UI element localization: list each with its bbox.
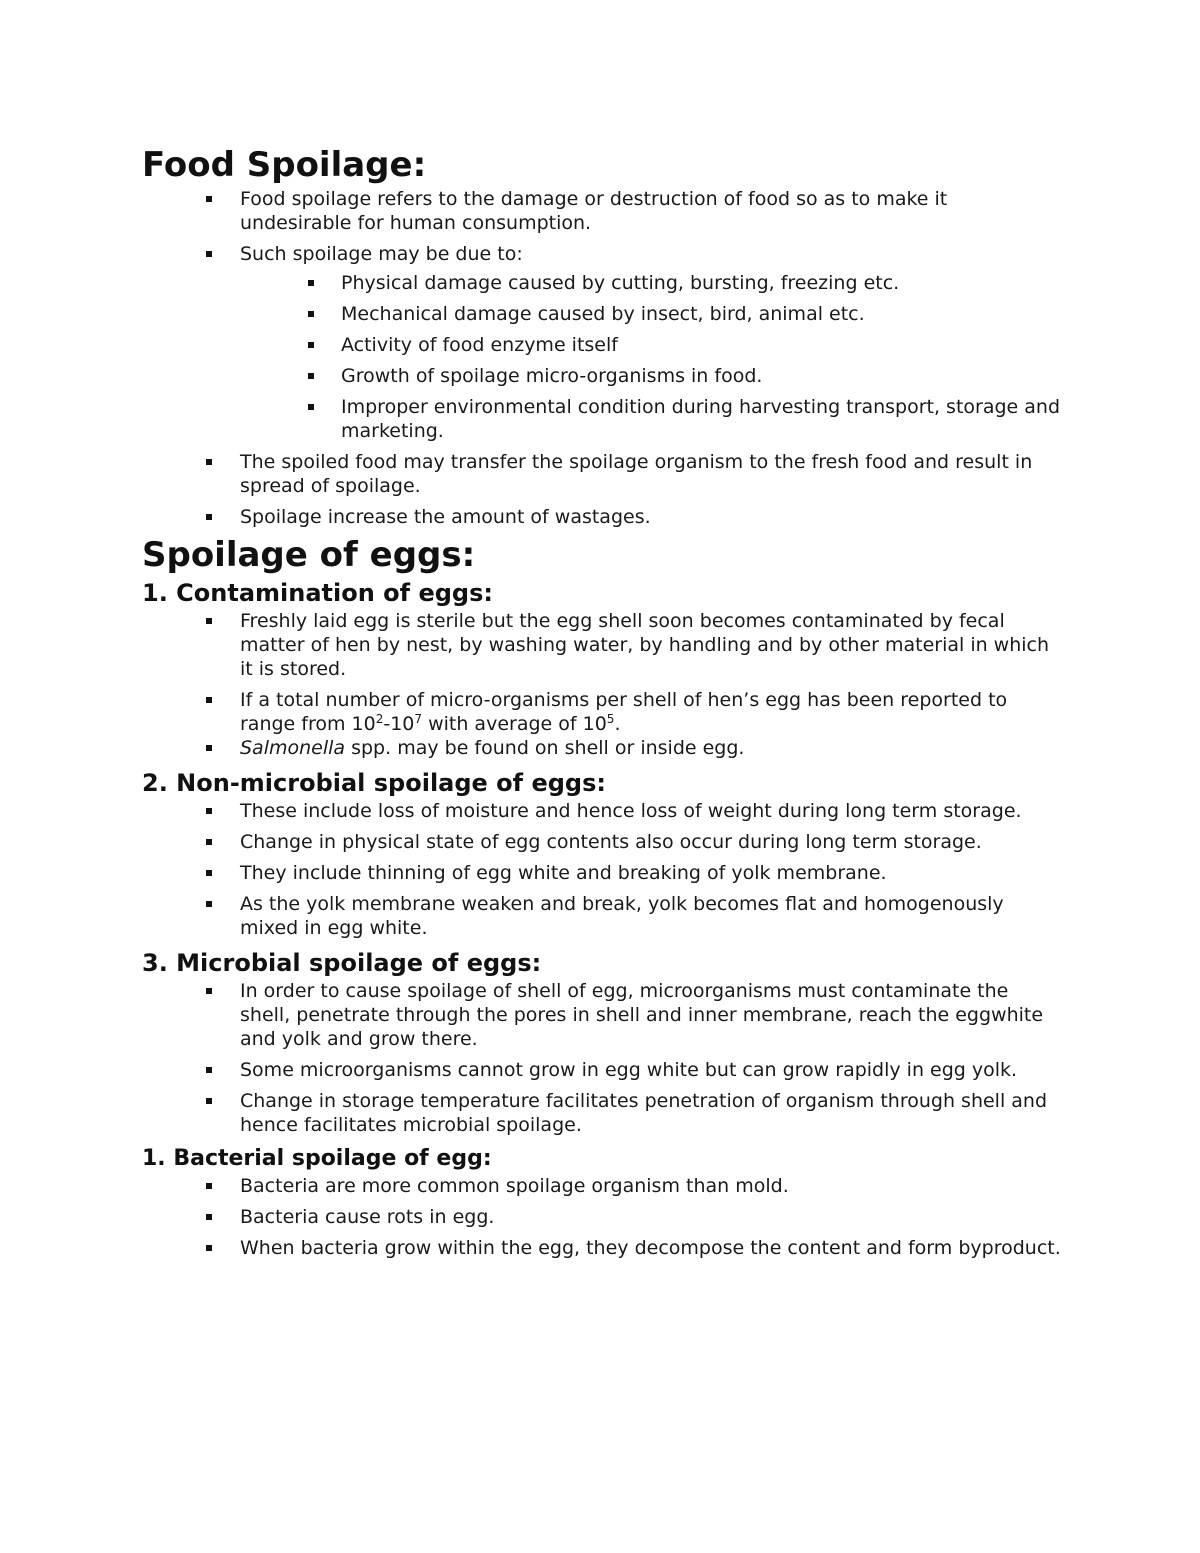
bacterial-list [142, 1174, 1062, 1260]
list-item: Spoilage increase the amount of wastages. [142, 505, 1062, 529]
list-item: If a total number of micro-organisms per shell of hen’s egg has been reported to range from $10^2-10^7$ with average of $10^5$. [142, 688, 1062, 736]
bullet-icon [206, 745, 212, 751]
list-item: The spoiled food may transfer the spoilage organism to the fresh food and result in spread of spoilage. [142, 450, 1062, 498]
bullet-icon [206, 808, 212, 814]
list-item: Physical damage caused by cutting, bursting, freezing etc. [142, 271, 1062, 295]
causes-list [142, 271, 1062, 443]
food-spoilage-list [142, 187, 1062, 266]
list-item: Change in physical state of egg contents also occur during long term storage. [142, 830, 1062, 854]
list-item: Food spoilage refers to the damage or destruction of food so as to make it undesirable for human consumption. [142, 187, 1062, 235]
list-item: Activity of food enzyme itself [142, 333, 1062, 357]
bullet-icon [206, 1214, 212, 1220]
heading-spoilage-of-eggs: Spoilage of eggs: [142, 535, 476, 575]
list-item: Some microorganisms cannot grow in egg white but can grow rapidly in egg yolk. [142, 1058, 1062, 1082]
bullet-icon [206, 901, 212, 907]
list-item: Bacteria are more common spoilage organism than mold. [142, 1174, 1062, 1198]
heading-microbial: 3. Microbial spoilage of eggs: [142, 949, 542, 977]
document-page [142, 143, 1062, 1267]
food-spoilage-list-2 [142, 450, 1062, 529]
bullet-icon [206, 870, 212, 876]
list-item: Growth of spoilage micro-organisms in food. [142, 364, 1062, 388]
list-item: Bacteria cause rots in egg. [142, 1205, 1062, 1229]
bullet-icon [206, 251, 212, 257]
list-item: As the yolk membrane weaken and break, yolk becomes flat and homogenously mixed in egg white. [142, 892, 1062, 940]
bullet-icon [206, 514, 212, 520]
bullet-icon [308, 373, 314, 379]
bullet-icon [308, 342, 314, 348]
bullet-icon [206, 618, 212, 624]
list-item: When bacteria grow within the egg, they decompose the content and form byproduct. [142, 1236, 1062, 1260]
bullet-icon [206, 1183, 212, 1189]
bullet-icon [308, 311, 314, 317]
heading-bacterial: 1. Bacterial spoilage of egg: [142, 1146, 492, 1171]
list-item: Such spoilage may be due to: [142, 242, 1062, 266]
heading-non-microbial: 2. Non-microbial spoilage of eggs: [142, 769, 606, 797]
bullet-icon [206, 1098, 212, 1104]
bullet-icon [308, 280, 314, 286]
bullet-icon [206, 1245, 212, 1251]
bullet-icon [206, 839, 212, 845]
list-item: Mechanical damage caused by insect, bird, animal etc. [142, 302, 1062, 326]
bullet-icon [206, 459, 212, 465]
non-microbial-list [142, 799, 1062, 940]
list-item: In order to cause spoilage of shell of egg, microorganisms must contaminate the shell, penetrate through the pores in shell and inner membrane, reach the eggwhite and yolk and grow there. [142, 979, 1062, 1051]
microbial-list [142, 979, 1062, 1137]
list-item: Improper environmental condition during harvesting transport, storage and marketing. [142, 395, 1062, 443]
bullet-icon [206, 1067, 212, 1073]
list-item: They include thinning of egg white and breaking of yolk membrane. [142, 861, 1062, 885]
list-item: These include loss of moisture and hence loss of weight during long term storage. [142, 799, 1062, 823]
heading-food-spoilage: Food Spoilage: [142, 145, 427, 185]
bullet-icon [308, 404, 314, 410]
contamination-list [142, 609, 1062, 760]
list-item: Change in storage temperature facilitates penetration of organism through shell and hence facilitates microbial spoilage. [142, 1089, 1062, 1137]
bullet-icon [206, 697, 212, 703]
list-item: Freshly laid egg is sterile but the egg shell soon becomes contaminated by fecal matter of hen by nest, by washing water, by handling and by other material in which it is stored. [142, 609, 1062, 681]
heading-contamination: 1. Contamination of eggs: [142, 579, 493, 607]
bullet-icon [206, 196, 212, 202]
list-item: Salmonella spp. may be found on shell or inside egg. [142, 736, 1062, 760]
bullet-icon [206, 988, 212, 994]
